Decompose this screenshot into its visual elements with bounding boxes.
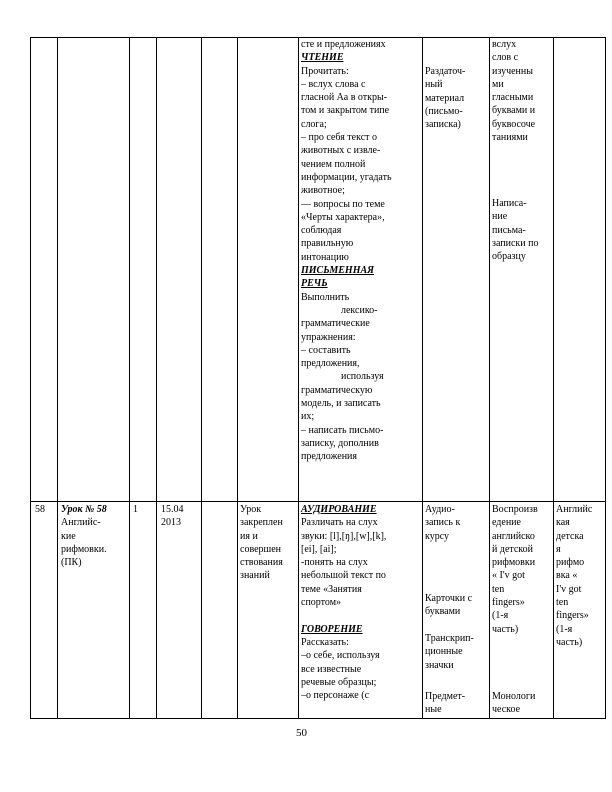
col-divider (237, 37, 238, 719)
hours-cell: 1 (133, 504, 138, 515)
col-divider (201, 37, 202, 719)
row1-control-cell-writing: Написа- ние письма- записки по образцу (492, 198, 539, 263)
col-divider (57, 37, 58, 719)
row2-activities-cell: АУДИРОВАНИЕ Различать на слух звуки: [l],[ŋ],[w],[k], [ei], [ai]; -понять на слух небольшой текст по теме «Занятия спортом» ГОВОРЕНИЕ Рассказать: –о себе, используя все известные речевые образцы; –о персонаже (с (301, 504, 387, 702)
col-divider (298, 37, 299, 719)
row1-activities-cell: сте и предложениях ЧТЕНИЕ Прочитать: – вслух слова с гласной Аа в откры- том и закрытом типе слога; – про себя текст о животных с извле- чением полной информации, угадать животное; — вопросы по теме «Черты характера», соблюдая правильную интонацию ПИСЬМЕННАЯ РЕЧЬ Выполнить лексико- грамматические упражнения: – составить предложения, используя грамматическую модель, и записать их; – написать письмо- записку, дополнив предложения (301, 39, 392, 463)
row-divider (30, 501, 606, 502)
col-divider (422, 37, 423, 719)
lesson-plan-table (30, 37, 606, 719)
row2-materials-cards: Карточки с буквами (425, 593, 473, 618)
col-divider (605, 37, 606, 719)
row1-materials-cell: Раздаточ- ный материал (письмо- записка) (425, 66, 466, 131)
page-number: 50 (296, 727, 307, 739)
row1-control-cell: вслух слов с изученны ми гласными буквами и буквосоче таниями (492, 39, 536, 144)
row2-materials-transcription: Транскрип- ционные значки (425, 633, 474, 671)
date-cell: 15.04 2013 (161, 504, 184, 529)
lesson-topic-cell: Урок № 58 Английс- кие рифмовки. (ПК) (61, 504, 107, 569)
col-divider (129, 37, 130, 719)
row2-materials-objects: Предмет- ные (425, 691, 466, 716)
col-divider (553, 37, 554, 719)
col-divider (30, 37, 31, 719)
lesson-type-cell: Урок закреплен ия и совершен ствования знаний (240, 504, 283, 582)
row2-control-cell: Воспроизв едение английско й детской рифмовки « I'v got ten fingers» (1-я часть) (492, 504, 538, 635)
table-border-bottom (30, 718, 606, 719)
lesson-number-cell: 58 (35, 504, 45, 515)
row2-materials-audio: Аудио- запись к курсу (425, 504, 461, 542)
row2-control-monologue: Монологи ческое (492, 691, 536, 716)
col-divider (156, 37, 157, 719)
col-divider (489, 37, 490, 719)
row2-homework-cell: Английс кая детска я рифмо вка « I'v got ten fingers» (1-я часть) (556, 504, 593, 648)
